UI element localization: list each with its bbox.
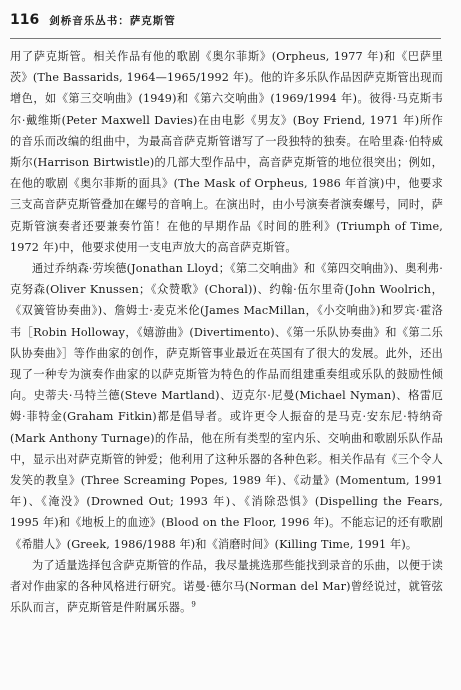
running-header	[10, 12, 441, 36]
paragraph-3-text: 为了适量选择包含萨克斯管的作品，我尽量挑选那些能找到录音的乐曲，以便于读者对作曲家的各种风格进行研究。诺曼·德尔马(Norman del Mar)曾经说过，就管弦乐队而言，萨克斯管是件附属乐器。	[10, 558, 443, 615]
header-rule	[10, 38, 441, 39]
footnote-marker: 9	[191, 600, 197, 609]
paragraph-1: 用了萨克斯管。相关作品有他的歌剧《奥尔菲斯》(Orpheus, 1977 年)和《巴萨里茨》(The Bassarids, 1964—1965/1992 年)。他的许多乐队作品因萨克斯管出现而增色，如《第三交响曲》(1949)和《第六交响曲》(1969/1994 年)。彼得·马克斯韦尔·戴维斯(Peter Maxwell Davies)在由电影《男友》(Boy Friend, 1971 年)所作的音乐而改编的组曲中，为最高音萨克斯管谱写了一段独特的独奏。在哈里森·伯特威斯尔(Harrison Birtwistle)的几部大型作品中，高音萨克斯管的地位很突出；例如，在他的歌剧《奥尔菲斯的面具》(The Mask of Orpheus, 1986 年首演)中，他要求三支高音萨克斯管叠加在螺号的音响上。在演出时，由小号演奏者演奏螺号，同时，萨克斯管演奏者还要兼奏竹笛！在他的早期作品《时间的胜利》(Triumph of Time, 1972 年)中，他要求使用一支电声放大的高音萨克斯管。	[10, 50, 443, 254]
body-text	[10, 46, 443, 618]
paragraph-3	[10, 555, 443, 619]
paragraph-2: 通过乔纳森·劳埃德(Jonathan Lloyd；《第二交响曲》和《第四交响曲》)、奥利弗·克努森(Oliver Knussen；《众赞歌》(Choral))、约翰·伍尔里奇(John Woolrich，《双簧管协奏曲》)、詹姆士·麦克米伦(James MacMillan，《小交响曲》)和罗宾·霍洛韦［Robin Holloway，《嬉游曲》(Divertimento)、《第一乐队协奏曲》和《第二乐队协奏曲》］等作曲家的创作，萨克斯管事业最近在英国有了很大的发展。此外，还出现了一种专为演奏作曲家的以萨克斯管为特色的作品而组建重奏组或乐队的鼓励性倾向。史蒂夫·马特兰德(Steve Martland)、迈克尔·尼曼(Michael Nyman)、格雷厄姆·菲特金(Graham Fitkin)都是倡导者。或许更令人振奋的是马克·安东尼·特纳奇(Mark Anthony Turnage)的作品，他在所有类型的室内乐、交响曲和歌剧乐队作品中，显示出对萨克斯管的钟爱；他利用了这种乐器的各种色彩。相关作品有《三个令人发笑的教皇》(Three Screaming Popes, 1989 年)、《动量》(Momentum, 1991 年)、《淹没》(Drowned Out; 1993 年)、《消除恐惧》(Dispelling the Fears, 1995 年)和《地板上的血迹》(Blood on the Floor, 1996 年)。不能忘记的还有歌剧《希腊人》(Greek, 1986/1988 年)和《消磨时间》(Killing Time, 1991 年)。	[10, 262, 443, 551]
series-title: 剑桥音乐丛书：萨克斯管	[49, 15, 176, 27]
page-number: 116	[10, 12, 40, 28]
